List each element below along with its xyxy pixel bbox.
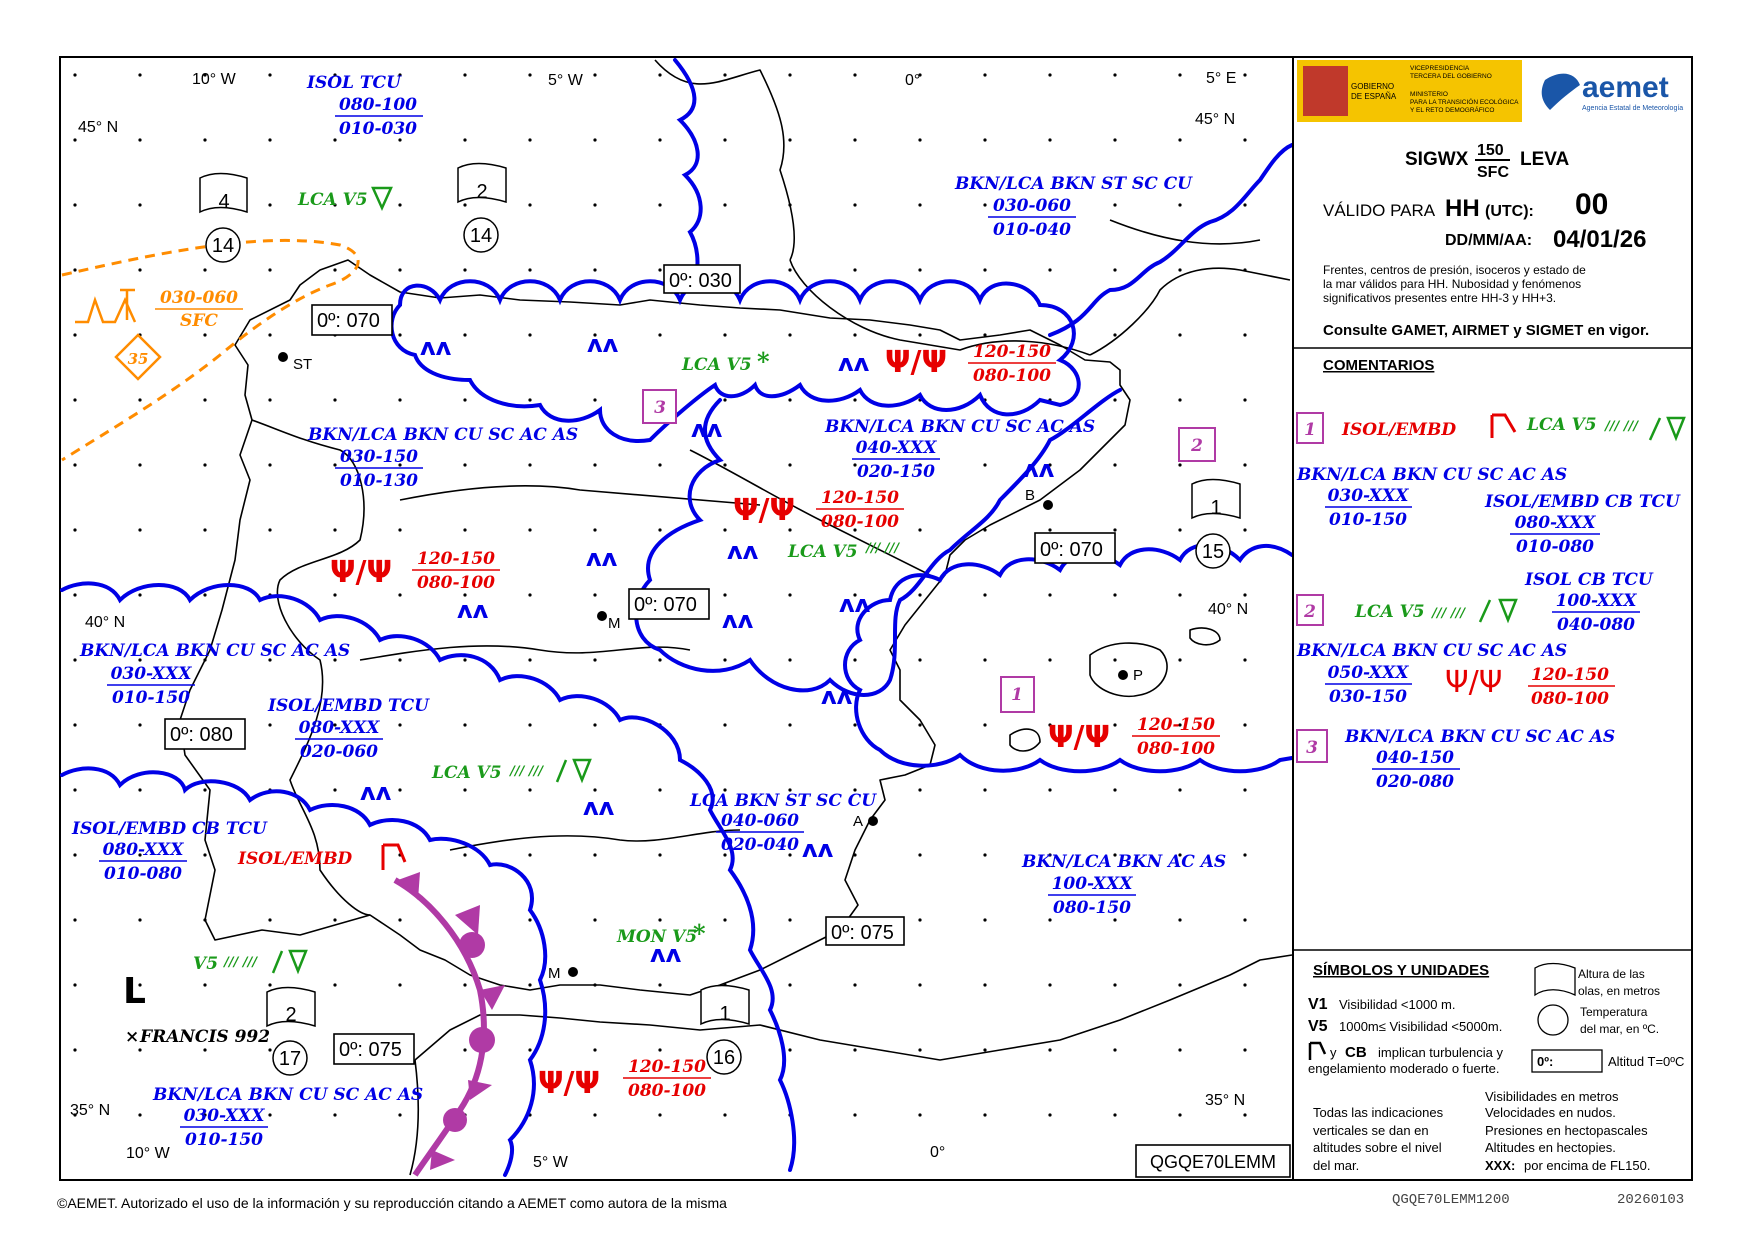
legend-turb-2: engelamiento moderado o fuerte. xyxy=(1308,1061,1500,1076)
legend-temp-2: del mar, en ºC. xyxy=(1580,1022,1660,1036)
area-3: 3 xyxy=(654,398,666,418)
legend-note-3: altitudes sobre el nivel xyxy=(1313,1140,1442,1155)
spain-coat-of-arms-icon xyxy=(1303,66,1348,116)
desc-line2: la mar válidos para HH. Nubosidad y fenómenos xyxy=(1323,277,1582,291)
rain-icon: /// /// xyxy=(510,764,544,779)
ice-bal-top: 120-150 xyxy=(1136,715,1216,735)
mountain-obscuration-icon: ʌʌ xyxy=(821,682,853,710)
lca-v5-pyr: LCA V5 xyxy=(682,355,752,375)
sea-temp-icon xyxy=(1538,1005,1568,1035)
comment-2-ice-bot: 080-100 xyxy=(1530,689,1610,709)
lon-0-top: 0° xyxy=(905,72,921,89)
mountain-obscuration-icon: ʌʌ xyxy=(1023,455,1055,483)
freezing-080: 0º: 080 xyxy=(170,724,233,746)
legend-turb-cb: CB xyxy=(1345,1044,1367,1061)
mountain-obscuration-icon: ʌʌ xyxy=(457,596,489,624)
bkn-ebro: BKN/LCA BKN CU SC AC AS xyxy=(825,417,1096,437)
vice-line2: TERCERA DEL GOBIERNO xyxy=(1410,73,1492,80)
comment-2-c0-top: 100-XXX xyxy=(1555,591,1637,611)
valid-date: 04/01/26 xyxy=(1553,226,1647,253)
lon-10w-top: 10° W xyxy=(192,71,236,88)
temp-16: 16 xyxy=(712,1047,736,1069)
isol-tcu-bot: 010-030 xyxy=(338,119,418,139)
temp-14b: 14 xyxy=(469,225,493,247)
bkn-sw: BKN/LCA BKN CU SC AC AS xyxy=(153,1085,424,1105)
ice-ebro-top: 120-150 xyxy=(820,488,900,508)
comment-2-ice-top: 120-150 xyxy=(1530,665,1610,685)
bkn-west-bot: 010-150 xyxy=(111,688,191,708)
consult-text: Consulte GAMET, AIRMET y SIGMET en vigor. xyxy=(1323,322,1650,339)
lca-bkn-st-bot: 020-040 xyxy=(720,835,800,855)
gov-line2: DE ESPAÑA xyxy=(1351,92,1397,101)
mountain-obscuration-icon: ʌʌ xyxy=(650,940,682,968)
rain-icon: /// /// xyxy=(224,955,258,970)
city-a: A xyxy=(853,813,864,830)
isol-tcu-top: 080-100 xyxy=(338,95,418,115)
bkn-ebro-bot: 020-150 xyxy=(856,462,936,482)
comment-1-c2: ISOL/EMBD CB TCU xyxy=(1485,492,1680,512)
rain-icon: /// /// xyxy=(1432,606,1466,621)
freezing-030: 0º: 030 xyxy=(669,270,732,292)
area-1: 1 xyxy=(1011,685,1023,705)
ice-bal-bot: 080-100 xyxy=(1136,739,1216,759)
bkn-ebro-top: 040-XXX xyxy=(855,438,937,458)
temp-14a: 14 xyxy=(211,235,235,257)
legend-iso-box: 0º: xyxy=(1537,1054,1554,1069)
bkn-sw-top: 030-XXX xyxy=(183,1106,265,1126)
level-bottom: SFC xyxy=(1477,164,1509,181)
lca-v5-ebro: LCA V5 xyxy=(788,542,858,562)
isol-embd-cb-bot: 010-080 xyxy=(103,864,183,884)
lat-45n-left: 45° N xyxy=(78,119,119,136)
mountain-obscuration-icon: ʌʌ xyxy=(802,835,834,863)
bkn-med-bot: 080-150 xyxy=(1052,898,1132,918)
bkn-med: BKN/LCA BKN AC AS xyxy=(1022,852,1227,872)
isol-tcu: ISOL TCU xyxy=(307,73,401,93)
lon-5w-bot: 5° W xyxy=(533,1154,568,1171)
legend-turb-1: implican turbulencia y xyxy=(1378,1045,1504,1060)
legend-v5-key: V5 xyxy=(1308,1018,1328,1035)
city-b: B xyxy=(1025,487,1036,504)
legend-unit-5: por encima de FL150. xyxy=(1524,1158,1651,1173)
icing-icon: Ψ/Ψ xyxy=(1445,665,1503,700)
comment-1-c1-top: 030-XXX xyxy=(1327,486,1409,506)
legend-unit-3: Presiones en hectopascales xyxy=(1485,1123,1648,1138)
product-code-footer: QGQE70LEMM1200 xyxy=(1392,1192,1510,1208)
freezing-075b: 0º: 075 xyxy=(339,1039,402,1061)
icing-icon: Ψ/Ψ xyxy=(885,345,947,380)
wave-1b: 1 xyxy=(719,1003,731,1025)
temp-15: 15 xyxy=(1201,541,1225,563)
legend-unit-1: Visibilidades en metros xyxy=(1485,1089,1619,1104)
comment-1-num: 1 xyxy=(1304,420,1316,440)
legend-wave-2: olas, en metros xyxy=(1578,984,1661,998)
low-francis: FRANCIS 992 xyxy=(140,1027,271,1047)
ice-centre-bot: 080-100 xyxy=(416,573,496,593)
mountain-obscuration-icon: ʌʌ xyxy=(838,349,870,377)
snow-icon: * xyxy=(693,919,706,948)
mountain-obscuration-icon: ʌʌ xyxy=(586,544,618,572)
product-code: QGQE70LEMM xyxy=(1149,1152,1277,1172)
mountain-obscuration-icon: ʌʌ xyxy=(727,537,759,565)
comment-1-c2-top: 080-XXX xyxy=(1514,513,1596,533)
city-m1: M xyxy=(608,615,621,632)
mountain-obscuration-icon: ʌʌ xyxy=(691,415,723,443)
comment-1-c1-bot: 010-150 xyxy=(1328,510,1408,530)
mountain-obscuration-icon: ʌʌ xyxy=(722,606,754,634)
mountain-obscuration-icon: ʌʌ xyxy=(583,793,615,821)
bkn-north-bot: 010-040 xyxy=(992,220,1072,240)
legend-v5-text: 1000m≤ Visibilidad <5000m. xyxy=(1339,1019,1503,1034)
legend-temp-1: Temperatura xyxy=(1580,1005,1648,1019)
wave-2a: 2 xyxy=(476,181,488,203)
comment-2-lca: LCA V5 xyxy=(1355,602,1425,622)
comment-3-c1-bot: 020-080 xyxy=(1375,772,1455,792)
comment-1-lca: LCA V5 xyxy=(1527,415,1597,435)
min-line1: MINISTERIO xyxy=(1410,91,1448,98)
comment-3-num: 3 xyxy=(1306,738,1318,758)
city-st: ST xyxy=(293,356,313,373)
legend-unit-4: Altitudes en hectopies. xyxy=(1485,1140,1616,1155)
valid-hour: 00 xyxy=(1575,188,1609,221)
legend-title: SÍMBOLOS Y UNIDADES xyxy=(1313,962,1490,979)
bkn-sw-bot: 010-150 xyxy=(184,1130,264,1150)
freezing-070c: 0º: 070 xyxy=(634,594,697,616)
lon-5e-top: 5° E xyxy=(1206,70,1237,87)
level-top: 150 xyxy=(1477,142,1504,159)
lat-40n-left: 40° N xyxy=(85,614,126,631)
comment-3-c1: BKN/LCA BKN CU SC AC AS xyxy=(1345,727,1616,747)
comment-1-c1: BKN/LCA BKN CU SC AC AS xyxy=(1297,465,1568,485)
freezing-070a: 0º: 070 xyxy=(317,310,380,332)
mountain-obscuration-icon: ʌʌ xyxy=(420,333,452,361)
ice-pyr-bot: 080-100 xyxy=(972,366,1052,386)
area-2: 2 xyxy=(1191,436,1203,456)
ice-pyr-top: 120-150 xyxy=(972,342,1052,362)
comment-2-c1: BKN/LCA BKN CU SC AC AS xyxy=(1297,641,1568,661)
mountain-obscuration-icon: ʌʌ xyxy=(839,590,871,618)
aemet-name: aemet xyxy=(1582,71,1669,104)
icing-icon: Ψ/Ψ xyxy=(1048,720,1110,755)
lca-v5-south: LCA V5 xyxy=(432,763,502,783)
leva-label: LEVA xyxy=(1520,149,1570,170)
ice-south-bot: 080-100 xyxy=(627,1081,707,1101)
temp-17: 17 xyxy=(278,1048,302,1070)
wave-bot: SFC xyxy=(180,311,218,331)
valid-label: VÁLIDO PARA xyxy=(1323,201,1436,220)
legend-unit-2: Velocidades en nudos. xyxy=(1485,1105,1616,1120)
hazard-num: 35 xyxy=(127,350,149,368)
lca-v5-nw: LCA V5 xyxy=(298,190,368,210)
lon-10w-bot: 10° W xyxy=(126,1145,170,1162)
wave-top: 030-060 xyxy=(159,288,239,308)
low-francis-marker: × xyxy=(125,1027,140,1047)
lat-45n-right: 45° N xyxy=(1195,111,1236,128)
desc-line1: Frentes, centros de presión, isoceros y estado de xyxy=(1323,263,1586,277)
isol-embd-cb-top: 080-XXX xyxy=(102,840,184,860)
bkn-nw: BKN/LCA BKN CU SC AC AS xyxy=(308,425,579,445)
lat-40n-right: 40° N xyxy=(1208,601,1249,618)
comment-2-num: 2 xyxy=(1304,602,1316,622)
ice-centre-top: 120-150 xyxy=(416,549,496,569)
mountain-obscuration-icon: ʌʌ xyxy=(587,330,619,358)
legend-turb-mid: y xyxy=(1330,1045,1337,1060)
wave-height-icon xyxy=(1535,964,1575,996)
bkn-north: BKN/LCA BKN ST SC CU xyxy=(955,174,1193,194)
date-label: DD/MM/AA: xyxy=(1445,232,1533,249)
gov-line1: GOBIERNO xyxy=(1351,82,1395,91)
freezing-070b: 0º: 070 xyxy=(1040,539,1103,561)
copyright-footer: ©AEMET. Autorizado el uso de la información y su reproducción citando a AEMET como autora de la misma xyxy=(57,1195,727,1211)
min-line3: Y EL RETO DEMOGRÁFICO xyxy=(1410,107,1495,114)
low-pressure: L xyxy=(123,971,146,1012)
sigwx-label: SIGWX xyxy=(1405,149,1469,170)
mon-v5: MON V5 xyxy=(617,927,698,947)
lca-bkn-st: LCA BKN ST SC CU xyxy=(690,791,877,811)
freezing-075a: 0º: 075 xyxy=(831,922,894,944)
min-line2: PARA LA TRANSICIÓN ECOLÓGICA xyxy=(1410,99,1519,106)
comment-2-c1-top: 050-XXX xyxy=(1327,663,1409,683)
utc-label: (UTC): xyxy=(1485,203,1534,220)
mountain-obscuration-icon: ʌʌ xyxy=(360,778,392,806)
ice-south-top: 120-150 xyxy=(627,1057,707,1077)
wave-2b: 2 xyxy=(285,1004,297,1026)
lat-35n-right: 35° N xyxy=(1205,1092,1246,1109)
city-p: P xyxy=(1133,667,1144,684)
ice-ebro-bot: 080-100 xyxy=(820,512,900,532)
hh-label: HH xyxy=(1445,195,1480,222)
icing-icon: Ψ/Ψ xyxy=(330,555,392,590)
isol-embd-tcu-bot: 020-060 xyxy=(299,742,379,762)
legend-note-4: del mar. xyxy=(1313,1158,1360,1173)
icing-icon: Ψ/Ψ xyxy=(733,493,795,528)
lon-0-bot: 0° xyxy=(930,1144,946,1161)
issue-date-footer: 20260103 xyxy=(1617,1192,1685,1208)
legend-v1-text: Visibilidad <1000 m. xyxy=(1339,997,1456,1012)
legend-iso-text: Altitud T=0ºC xyxy=(1608,1054,1685,1069)
vice-line1: VICEPRESIDENCIA xyxy=(1410,65,1470,72)
comment-1-c2-bot: 010-080 xyxy=(1515,537,1595,557)
legend-unit-5-key: XXX: xyxy=(1485,1158,1516,1173)
comments-title: COMENTARIOS xyxy=(1323,357,1435,374)
lon-5w-top: 5° W xyxy=(548,72,583,89)
legend-note-2: verticales se dan en xyxy=(1313,1123,1429,1138)
isol-embd: ISOL/EMBD xyxy=(238,849,353,869)
comment-3-c1-top: 040-150 xyxy=(1375,748,1455,768)
lca-bkn-st-top: 040-060 xyxy=(720,811,800,831)
legend-note-1: Todas las indicaciones xyxy=(1313,1105,1444,1120)
bkn-north-top: 030-060 xyxy=(992,196,1072,216)
icing-icon: Ψ/Ψ xyxy=(538,1066,600,1101)
comment-2-c0: ISOL CB TCU xyxy=(1525,570,1653,590)
bkn-nw-top: 030-150 xyxy=(339,447,419,467)
isol-embd-cb: ISOL/EMBD CB TCU xyxy=(72,819,267,839)
city-m2: M xyxy=(548,965,561,982)
isol-embd-tcu: ISOL/EMBD TCU xyxy=(268,696,430,716)
bkn-west: BKN/LCA BKN CU SC AC AS xyxy=(80,641,351,661)
rain-icon: /// /// xyxy=(1605,419,1639,434)
bkn-nw-bot: 010-130 xyxy=(339,471,419,491)
wave-1a: 1 xyxy=(1210,497,1222,519)
v5-sw: V5 xyxy=(193,954,219,974)
isol-embd-tcu-top: 080-XXX xyxy=(298,718,380,738)
comment-1-isol: ISOL/EMBD xyxy=(1342,420,1457,440)
comment-2-c1-bot: 030-150 xyxy=(1328,687,1408,707)
bkn-med-top: 100-XXX xyxy=(1051,874,1133,894)
snow-icon: * xyxy=(757,347,770,376)
comment-2-c0-bot: 040-080 xyxy=(1556,615,1636,635)
rain-icon: /// /// xyxy=(866,541,900,556)
bkn-west-top: 030-XXX xyxy=(110,664,192,684)
legend-v1-key: V1 xyxy=(1308,996,1328,1013)
lat-35n-left: 35° N xyxy=(70,1102,111,1119)
wave-4: 4 xyxy=(218,191,230,213)
desc-line3: significativos presentes entre HH-3 y HH+3. xyxy=(1323,291,1557,305)
aemet-sub: Agencia Estatal de Meteorología xyxy=(1582,105,1684,112)
legend-wave-1: Altura de las xyxy=(1578,967,1645,981)
